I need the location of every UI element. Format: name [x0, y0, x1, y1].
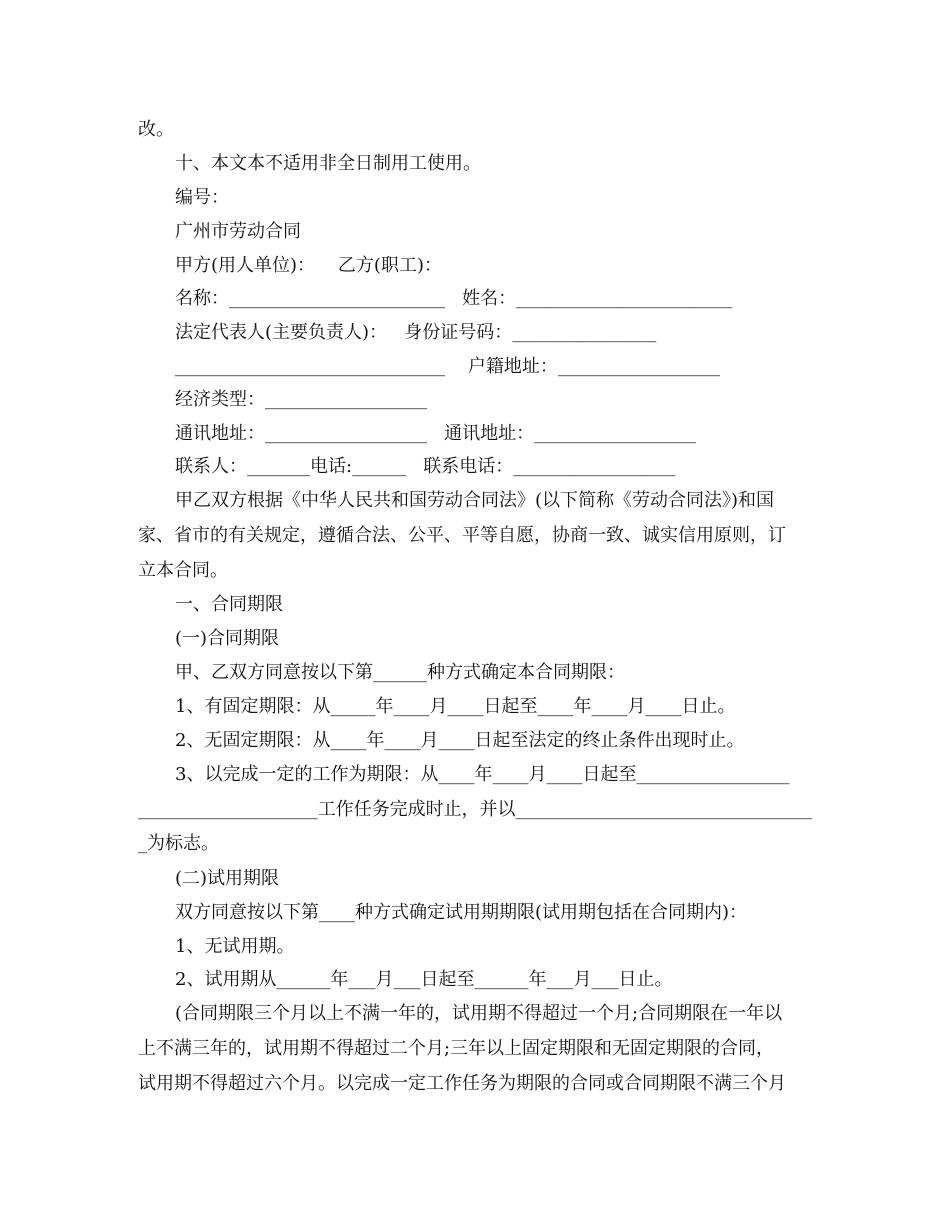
- text-line: 1、无试用期。: [175, 936, 295, 957]
- subsection-heading: (一)合同期限: [175, 628, 280, 649]
- text-line: _为标志。: [138, 833, 219, 854]
- paragraph-line: 立本合同。: [138, 560, 228, 581]
- form-line: 法定代表人(主要负责人)： 身份证号码：________________: [175, 322, 657, 343]
- text-line: 甲方(用人单位)： 乙方(职工)：: [175, 255, 442, 276]
- text-line: 2、无固定期限：从____年____月____日起至法定的终止条件出现时止。: [175, 730, 745, 751]
- text-line: 2、试用期从______年___月___日起至______年___月___日止。: [175, 969, 673, 990]
- paragraph-line: (合同期限三个月以上不满一年的，试用期不得超过一个月;合同期限在一年以: [175, 1003, 783, 1024]
- text-line: 1、有固定期限：从_____年____月____日起至____年____月____日止。: [175, 696, 736, 717]
- form-line: 联系人：_______电话:______ 联系电话：__________________: [175, 456, 676, 477]
- form-line: 名称：________________________ 姓名：________________________: [175, 288, 733, 309]
- paragraph-line: 家、省市的有关规定，遵循合法、公平、平等自愿，协商一致、诚实信用原则，订: [138, 525, 786, 546]
- text-line: 改。: [138, 119, 174, 140]
- paragraph-line: 上不满三年的，试用期不得超过二个月;三年以上固定期限和无固定期限的合同，: [138, 1038, 775, 1059]
- text-line: 3、以完成一定的工作为期限：从____年____月____日起至_________________: [175, 764, 790, 785]
- paragraph-line: 甲乙双方根据《中华人民共和国劳动合同法》(以下简称《劳动合同法》)和国: [175, 490, 775, 511]
- text-line: ____________________工作任务完成时止，并以_________________________________: [138, 799, 812, 820]
- text-line: 双方同意按以下第____种方式确定试用期期限(试用期包括在合同期内)：: [175, 902, 748, 923]
- document-title: 广州市劳动合同: [175, 221, 301, 242]
- paragraph-line: 试用期不得超过六个月。以完成一定工作任务为期限的合同或合同期限不满三个月: [138, 1073, 786, 1094]
- subsection-heading: (二)试用期限: [175, 868, 280, 889]
- form-line: ______________________________ 户籍地址：__________________: [175, 356, 720, 377]
- text-line: 编号：: [175, 187, 229, 208]
- form-line: 经济类型：__________________: [175, 389, 427, 410]
- form-line: 通讯地址：__________________ 通讯地址：__________________: [175, 423, 697, 444]
- section-heading: 一、合同期限: [175, 594, 283, 615]
- text-line: 甲、乙双方同意按以下第______种方式确定本合同期限：: [175, 662, 625, 683]
- text-line: 十、本文本不适用非全日制用工使用。: [175, 153, 481, 174]
